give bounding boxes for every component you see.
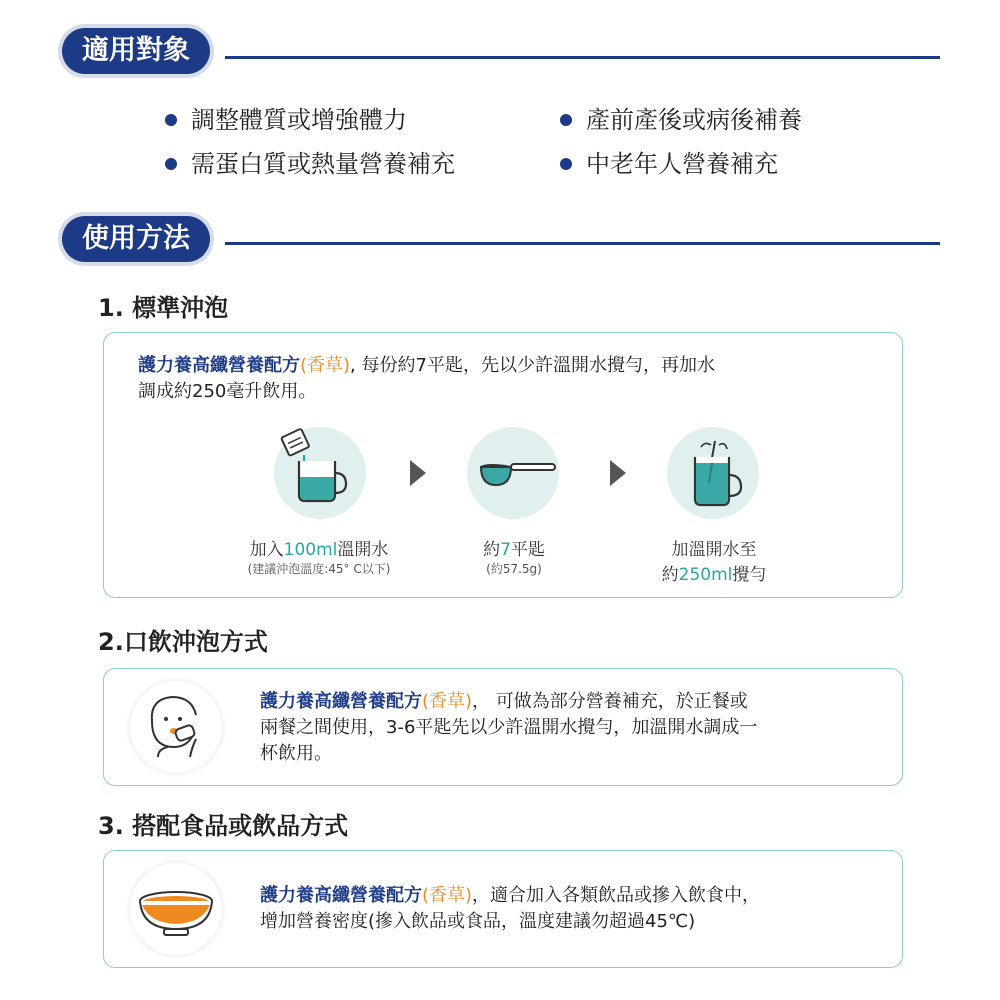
step-caption-sub: (約57.5g) [486,562,542,576]
desc-text: 杯飲用。 [260,743,332,764]
flavor-label: (香草) [300,355,351,376]
bullet-dot-icon [560,158,572,170]
bullet-dot-icon [560,114,572,126]
list-item [560,102,865,138]
section-title-text: 適用對象 [82,35,190,66]
method-card-standard [103,332,903,598]
bullet-dot-icon [165,158,177,170]
step-caption-main [444,535,584,560]
caption-accent: 100ml [283,540,338,560]
step-caption [214,535,424,577]
measuring-scoop-icon [467,427,559,519]
list-item-text: 中老年人營養補充 [586,150,778,178]
stirring-cup-icon [667,427,759,519]
section-divider [225,242,940,245]
method-title-standard: 1. 標準沖泡 [98,294,229,322]
list-item-text: 調整體質或增強體力 [191,106,407,134]
person-drinking-icon [130,681,222,773]
desc-text: 調成約250毫升飲用。 [138,381,317,402]
method-description [260,689,880,767]
step-caption-main: 加溫開水至 [671,540,757,560]
method-description [260,883,880,935]
step-caption [444,535,584,577]
list-item [165,102,560,138]
caption-text: 加入 [249,540,284,560]
caption-text: 攪勻 [732,565,767,585]
desc-text: 增加營養密度(摻入飲品或食品，溫度建議勿超過45℃) [260,911,696,932]
list-item-text: 需蛋白質或熱量營養補充 [191,150,455,178]
flavor-label: (香草) [422,885,473,906]
caption-text: 約 [483,540,501,560]
section-title-target [62,28,210,74]
brand-name: 護力養高纖營養配方 [260,691,422,712]
icon-circle [130,681,222,773]
method-title-mix: 3. 搭配食品或飲品方式 [98,812,349,840]
caption-text: 溫開水 [337,540,389,560]
bullet-dot-icon [165,114,177,126]
list-item [165,146,560,182]
section-divider [225,56,940,59]
section-title-usage [62,216,210,262]
next-arrow-icon [610,460,626,486]
list-item-text: 產前產後或病後補養 [586,106,802,134]
step-circle [274,427,366,519]
step-circle [467,427,559,519]
desc-text: ，適合加入各類飲品或摻入飲食中， [472,885,761,906]
method-description [138,353,878,405]
method-card-oral [103,668,903,786]
step-circle [667,427,759,519]
caption-text: 約 [661,565,679,585]
method-card-mix [103,850,903,968]
brand-name: 護力養高纖營養配方 [260,885,422,906]
caption-accent: 250ml [678,565,733,585]
soup-bowl-icon [130,863,222,955]
brand-name: 護力養高纖營養配方 [138,355,300,376]
desc-text: , 每份約7平匙，先以少許溫開水攪勻，再加水 [350,355,715,376]
section-title-text: 使用方法 [82,223,190,254]
step-caption-main [214,535,424,560]
list-item [560,146,865,182]
next-arrow-icon [410,460,426,486]
icon-circle [130,863,222,955]
step-caption [644,535,784,585]
flavor-label: (香草) [422,691,473,712]
step-caption-line2 [644,560,784,585]
desc-text: 兩餐之間使用，3-6平匙先以少許溫開水攪勻，加溫開水調成一 [260,717,758,738]
pour-water-cup-icon [274,427,366,519]
method-title-oral: 2.口飲沖泡方式 [98,628,268,656]
caption-accent: 7 [500,540,511,560]
target-list [165,102,865,182]
caption-text: 平匙 [510,540,545,560]
desc-text: ， 可做為部分營養補充，於正餐或 [472,691,748,712]
step-caption-sub: (建議沖泡溫度:45° C以下) [247,562,391,576]
